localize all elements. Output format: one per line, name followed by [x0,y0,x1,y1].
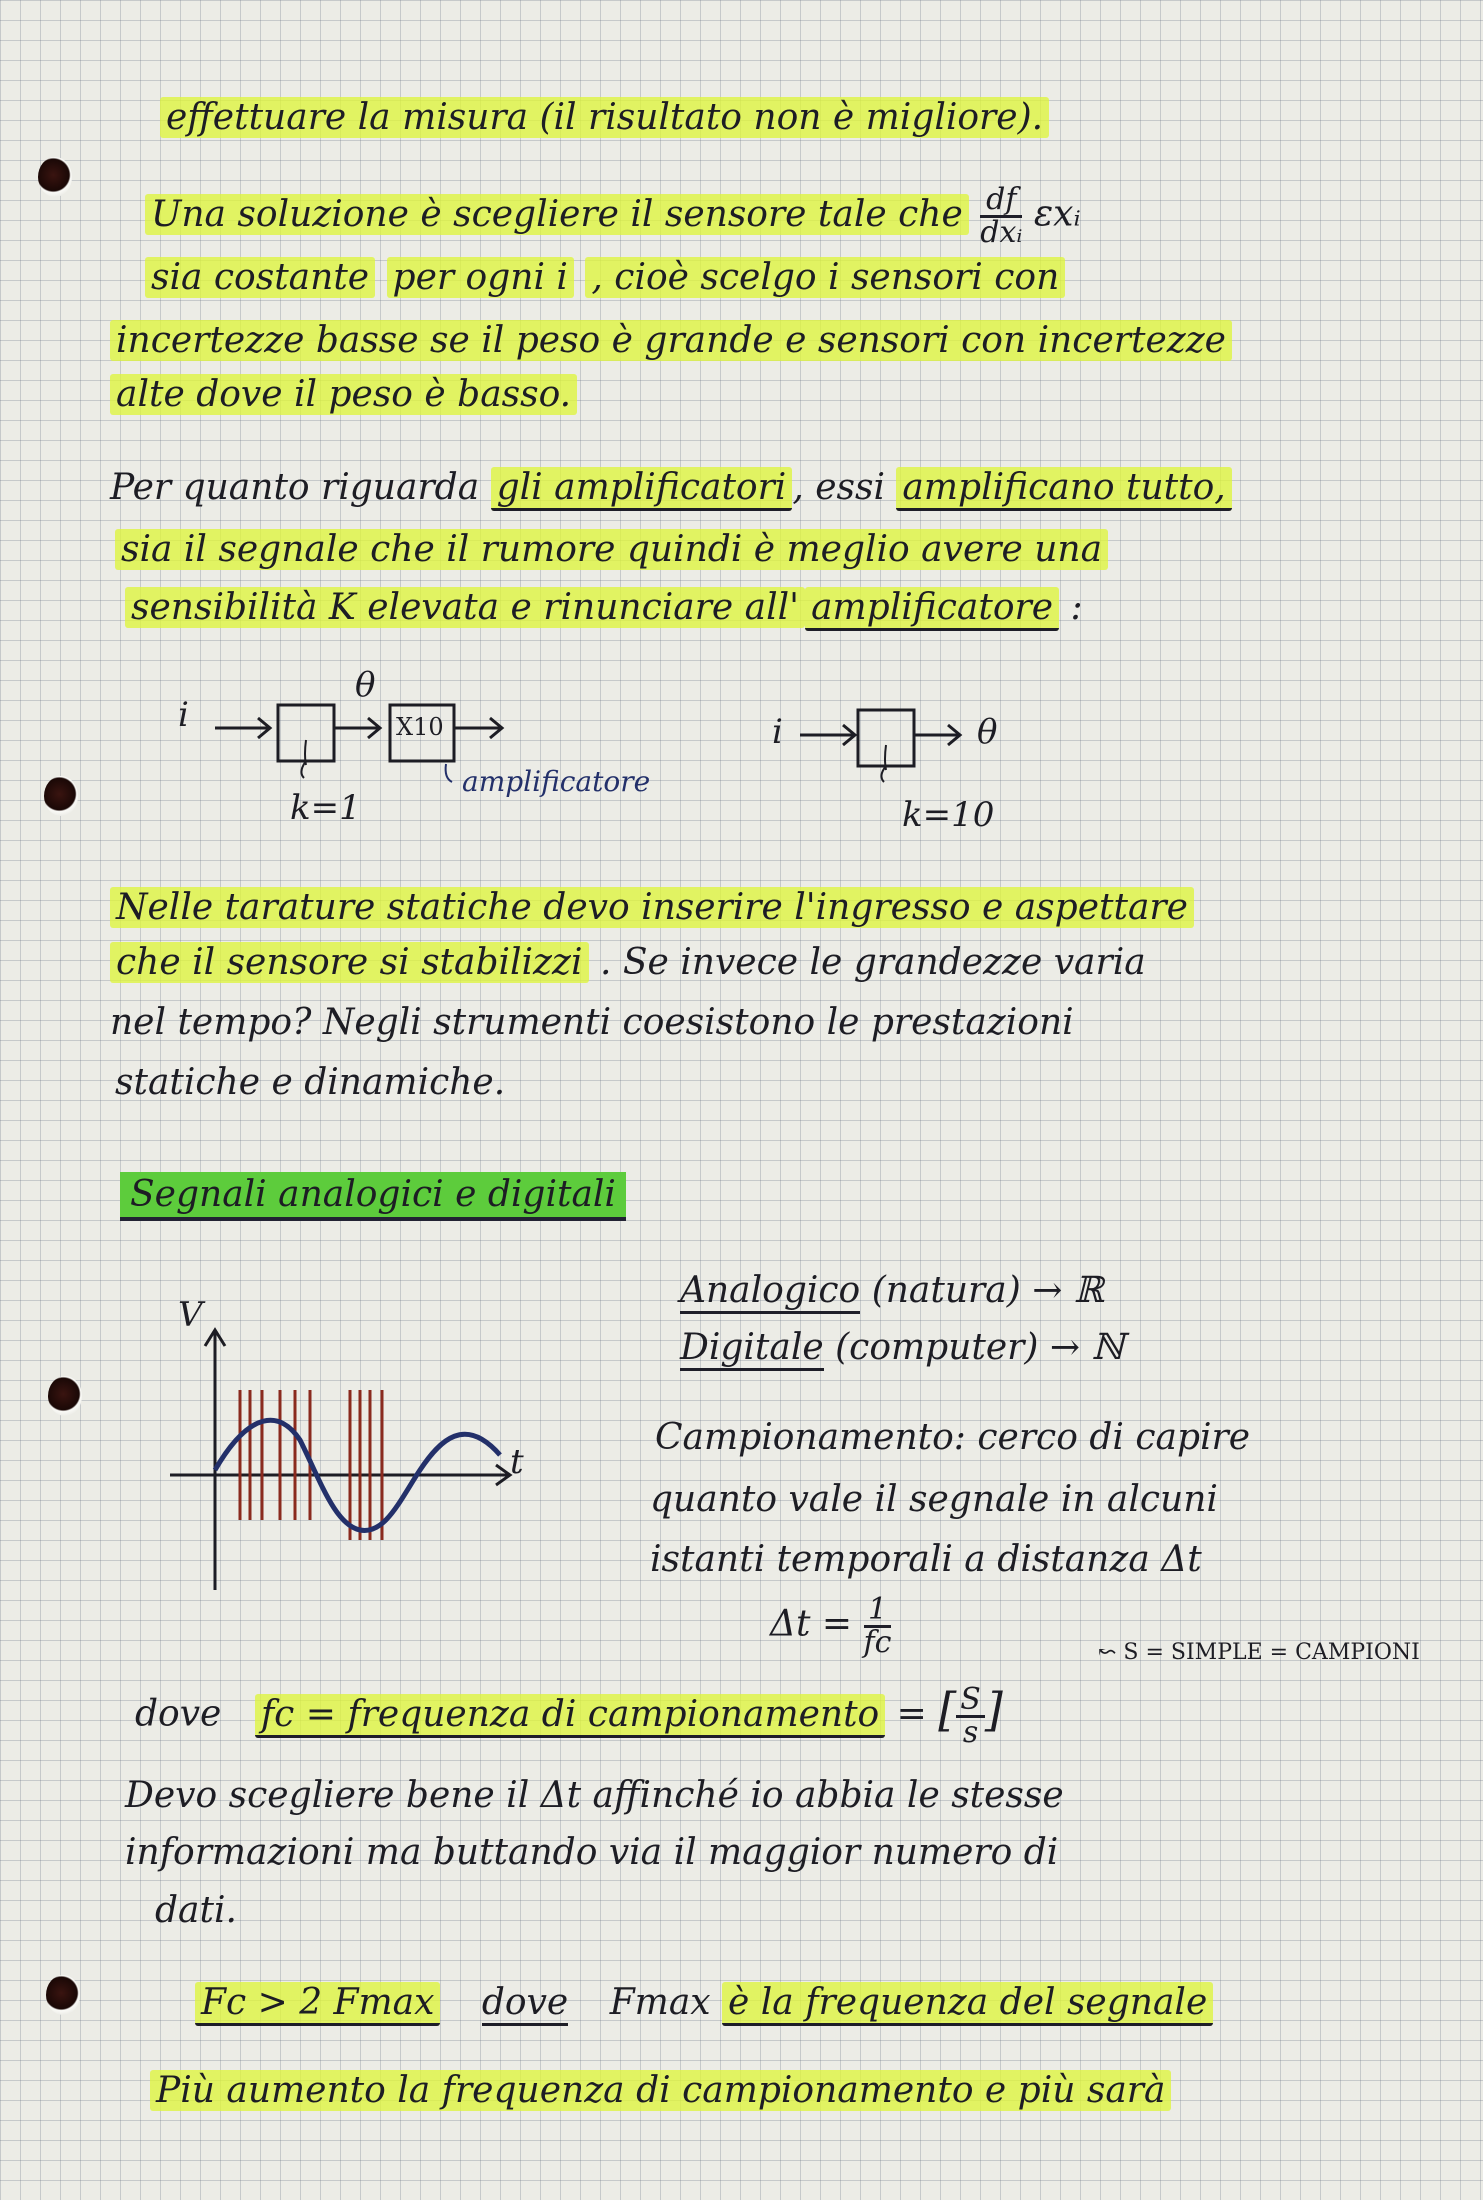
text-line-14 [125,1830,1058,1876]
text-fragment: quanto vale il segnale in alcuni [650,1479,1218,1520]
sampling-line-3 [650,1537,1202,1583]
text-fragment: Δt = [770,1603,853,1645]
text-line-15 [155,1888,237,1934]
text-fragment: . Se invece le grandezze varia [599,942,1146,983]
analog-line [680,1268,1104,1314]
section-heading-text: Segnali analogici e digitali [120,1172,626,1221]
fraction-denominator: s [962,1715,979,1750]
sampling-line-2 [650,1477,1218,1523]
text-fragment: dati. [155,1890,237,1931]
plot-x-label: t [510,1442,524,1482]
text-fragment: sia il segnale che il rumore quindi è meglio avere una [115,529,1108,570]
fraction-denominator: dxᵢ [980,215,1023,250]
delta-t-equation [770,1592,892,1660]
sampling-line-1 [655,1415,1250,1461]
text-fragment: incertezze basse se il peso è grande e sensori con incertezze [110,320,1232,361]
section-heading [120,1172,626,1218]
nyquist-line [195,1980,1213,2026]
text-fragment: sensibilità K elevata e rinunciare all' [125,587,805,628]
text-fragment: = [896,1693,927,1735]
text-line-2 [145,182,1081,250]
text-fragment: Fmax [609,1982,711,2023]
text-fragment: gli amplificatori [491,467,793,511]
text-fragment: amplificatore [805,587,1059,631]
text-fragment: istanti temporali a distanza Δt [650,1539,1202,1580]
text-fragment: Per quanto riguarda [110,467,480,508]
fraction-denominator: fc [863,1625,892,1660]
binder-hole [38,157,72,197]
text-line-7 [115,527,1108,573]
text-line-11 [110,1000,1074,1046]
diagram1-theta-label: θ [355,665,376,705]
text-fragment: Fc > 2 Fmax [195,1982,440,2026]
plot-y-label: V [178,1295,203,1335]
fraction-df-dx [980,182,1023,250]
fc-unit-bracket: ] [984,1682,1003,1737]
binder-hole [44,776,78,816]
text-fragment: Analogico [680,1270,860,1314]
fraction-1-over-fc [863,1592,892,1660]
text-line-4 [110,318,1232,364]
text-fragment: che il sensore si stabilizzi [110,942,589,983]
text-fragment: Più aumento la frequenza di campionamento e più sarà [150,2070,1171,2111]
text-fragment: nel tempo? Negli strumenti coesistono le prestazioni [110,1002,1074,1043]
diagram1-input-label: i [178,695,189,735]
text-fragment: εxᵢ [1033,193,1081,235]
text-fragment: Digitale [680,1327,824,1371]
fraction-numerator: 1 [864,1595,892,1628]
text-line-8 [125,585,1083,631]
sample-note [1098,1630,1420,1676]
diagram1-k-label: k=1 [290,788,361,828]
text-fragment: amplificano tutto, [896,467,1231,511]
text-fragment: (natura) → ℝ [871,1270,1104,1311]
text-fragment: Una soluzione è scegliere il sensore tale che [145,194,969,235]
text-fragment: Nelle tarature statiche devo inserire l'ingresso e aspettare [110,887,1194,928]
text-line-3 [145,255,1065,301]
fraction-numerator: S [956,1685,985,1718]
text-fragment: alte dove il peso è basso. [110,374,577,415]
text-fragment: Devo scegliere bene il Δt affinché io abbia le stesse [125,1775,1064,1816]
text-line-9 [110,885,1194,931]
fc-unit-bracket: [ [938,1682,957,1737]
fraction-samples-per-second [956,1682,985,1750]
binder-hole [48,1376,82,1416]
text-line-12 [115,1060,505,1106]
text-fragment: : [1070,587,1083,628]
text-fragment: statiche e dinamiche. [115,1062,506,1103]
text-fragment: effettuare la misura (il risultato non è migliore). [160,97,1049,138]
fraction-numerator: df [980,185,1022,218]
diagram2-input-label: i [772,712,783,752]
diagram1-amp-box-label: X10 [396,713,444,741]
text-fragment: dove [135,1693,222,1735]
text-fragment: (computer) → ℕ [835,1327,1125,1368]
text-fragment: dove [482,1982,568,2026]
text-line-5 [110,372,577,418]
text-line-10 [110,940,1146,986]
text-line-6 [110,465,1232,511]
text-fragment: Campionamento: cerco di capire [655,1417,1251,1458]
diagram2-output-label: θ [977,712,998,752]
text-fragment: è la frequenza del segnale [722,1982,1213,2026]
text-line-1 [160,95,1049,141]
text-line-13 [125,1773,1064,1819]
text-fragment: sia costante [145,257,375,298]
text-fragment: , cioè scelgo i sensori con [585,257,1065,298]
text-fragment: , essi [792,467,885,508]
diagram1-amplifier-label: amplificatore [462,765,651,798]
text-fragment: fc = frequenza di campionamento [255,1694,885,1738]
sampling-plot [160,1290,520,1610]
text-fragment: informazioni ma buttando via il maggior numero di [125,1832,1059,1873]
text-fragment: ↜ S = SIMPLE = CAMPIONI [1098,1640,1420,1665]
binder-hole [46,1975,80,2015]
digital-line [680,1325,1124,1371]
text-line-16 [150,2068,1171,2114]
diagram2-k-label: k=10 [902,795,995,835]
text-fragment: per ogni i [387,257,574,298]
fc-definition-line [135,1682,1003,1750]
